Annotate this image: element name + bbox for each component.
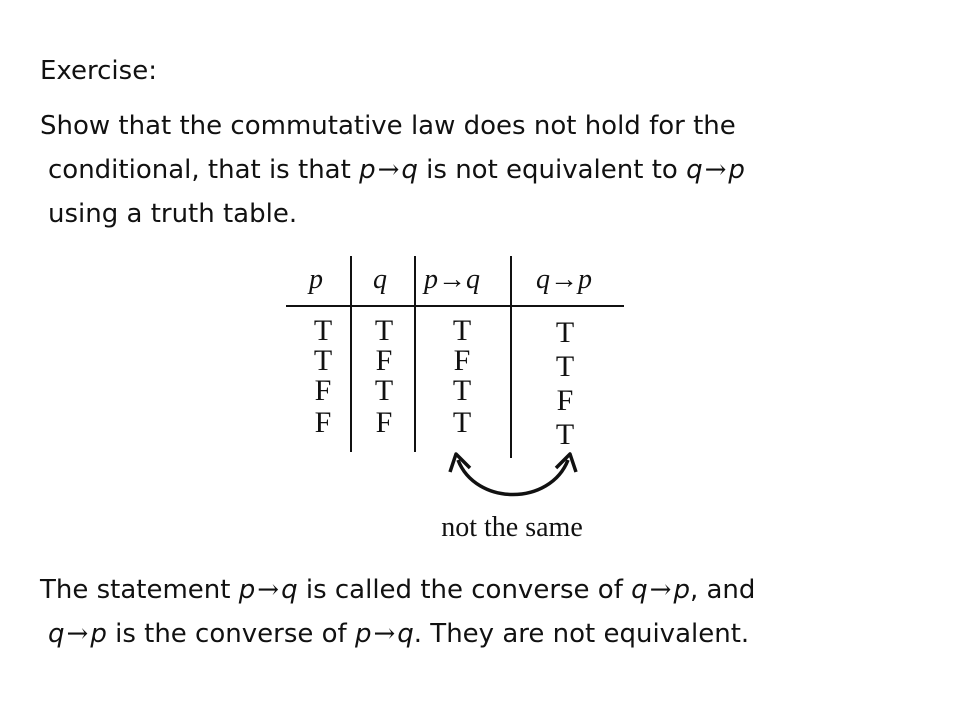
header-p-implies-q: p→q (424, 264, 480, 295)
prompt-line-3: using a truth table. (48, 199, 298, 229)
cell-q-implies-p-row-3: F (556, 384, 574, 417)
cell-q-implies-p-row-2: T (555, 350, 575, 383)
var-p: p (673, 575, 690, 605)
var-q: q (401, 155, 418, 185)
closing-paragraph (40, 568, 920, 656)
truth-table-figure (280, 256, 640, 546)
closing-text-end-1: , and (689, 575, 756, 605)
var-p: p (354, 619, 372, 649)
var-q: q (48, 619, 65, 649)
cell-p-implies-q-row-1: T (452, 314, 472, 347)
closing-line-2 (40, 612, 920, 656)
implies-arrow: → (257, 575, 280, 605)
closing-text-start: The statement (40, 575, 239, 605)
prompt-line-2 (40, 148, 920, 192)
closing-text-mid: is called the converse of (297, 575, 632, 605)
header-p: p (309, 264, 323, 295)
var-q: q (631, 575, 648, 605)
cell-p-row-3: F (314, 374, 332, 407)
implies-arrow: → (649, 575, 672, 605)
closing-line-1 (40, 568, 920, 612)
prompt-line-2-start: conditional, that is that (48, 155, 360, 185)
cell-p-implies-q-row-2: F (453, 344, 471, 377)
cell-p-row-2: T (313, 344, 333, 377)
cell-p-implies-q-row-3: T (452, 374, 472, 407)
annotation-label: not the same (441, 512, 583, 543)
truth-table-svg (280, 256, 640, 546)
cell-q-row-3: T (374, 374, 394, 407)
cell-q-row-4: F (375, 406, 393, 439)
cell-q-implies-p-row-4: T (555, 418, 575, 451)
comparison-arrow (458, 460, 568, 495)
header-q: q (373, 264, 387, 295)
closing-text-end-2: . They are not equivalent. (413, 619, 750, 649)
exercise-heading: Exercise: (40, 56, 157, 86)
var-q: q (397, 619, 414, 649)
implies-arrow: → (377, 155, 400, 185)
cell-p-row-1: T (313, 314, 333, 347)
implies-arrow: → (373, 619, 396, 649)
var-p: p (359, 155, 376, 185)
implies-arrow: → (66, 619, 89, 649)
header-q-implies-p: q→p (536, 264, 592, 295)
var-p: p (90, 619, 107, 649)
var-q: q (686, 155, 703, 185)
cell-q-row-1: T (374, 314, 394, 347)
var-p: p (728, 155, 745, 185)
cell-q-implies-p-row-1: T (555, 316, 575, 349)
var-p: p (238, 575, 256, 605)
implies-arrow: → (704, 155, 727, 185)
exercise-prompt (40, 104, 920, 236)
closing-text-mid-2: is the converse of (106, 619, 355, 649)
cell-q-row-2: F (375, 344, 393, 377)
cell-p-row-4: F (314, 406, 332, 439)
var-q: q (281, 575, 298, 605)
cell-p-implies-q-row-4: T (452, 406, 472, 439)
prompt-line-1: Show that the commutative law does not hold for the (40, 111, 736, 141)
prompt-line-2-mid: is not equivalent to (417, 155, 687, 185)
